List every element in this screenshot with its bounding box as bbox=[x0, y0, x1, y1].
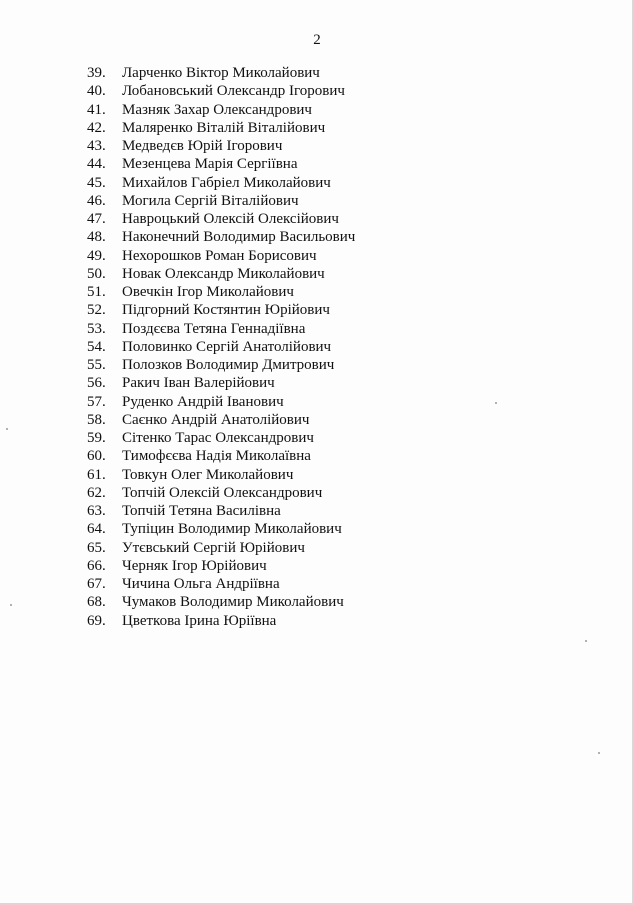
list-item bbox=[87, 393, 355, 411]
list-item bbox=[87, 265, 355, 283]
entry-number: 58. bbox=[87, 411, 106, 428]
entry-number: 40. bbox=[87, 83, 106, 100]
list-item bbox=[87, 356, 355, 374]
scan-speck bbox=[495, 402, 497, 404]
entry-name: Могила Сергій Віталійович bbox=[122, 192, 299, 209]
entry-number: 59. bbox=[87, 430, 106, 446]
list-item bbox=[87, 174, 355, 192]
entry-number: 55. bbox=[87, 357, 106, 373]
entry-name: Товкун Олег Миколайович bbox=[122, 466, 294, 483]
entry-number: 56. bbox=[87, 375, 106, 392]
list-item bbox=[87, 101, 355, 119]
entry-name: Топчій Тетяна Василівна bbox=[122, 503, 281, 519]
list-item bbox=[87, 612, 355, 630]
entry-name: Ларченко Віктор Миколайович bbox=[122, 65, 320, 81]
list-item bbox=[87, 520, 355, 538]
entry-name: Підгорний Костянтин Юрійович bbox=[122, 302, 330, 319]
entry-name: Михайлов Габріел Миколайович bbox=[122, 174, 331, 191]
list-item bbox=[87, 593, 355, 611]
list-item bbox=[87, 466, 355, 484]
list-item bbox=[87, 484, 355, 502]
entry-number: 49. bbox=[87, 247, 106, 264]
entry-number: 61. bbox=[87, 466, 106, 483]
entry-number: 42. bbox=[87, 119, 106, 136]
entry-name: Руденко Андрій Іванович bbox=[122, 393, 284, 410]
list-item bbox=[87, 137, 355, 155]
entry-name: Нехорошков Роман Борисович bbox=[122, 247, 317, 264]
entry-number: 65. bbox=[87, 539, 106, 556]
entry-number: 64. bbox=[87, 521, 106, 538]
entry-number: 47. bbox=[87, 211, 106, 227]
entry-number: 53. bbox=[87, 320, 106, 337]
entry-name: Навроцький Олексій Олексійович bbox=[122, 211, 339, 227]
list-item bbox=[87, 228, 355, 246]
entry-number: 39. bbox=[87, 65, 106, 81]
list-item bbox=[87, 320, 355, 338]
entry-name: Овечкін Ігор Миколайович bbox=[122, 284, 294, 300]
entry-number: 46. bbox=[87, 192, 106, 209]
list-item bbox=[87, 447, 355, 465]
list-item bbox=[87, 247, 355, 265]
list-item bbox=[87, 374, 355, 392]
entry-number: 41. bbox=[87, 101, 106, 118]
entry-number: 52. bbox=[87, 302, 106, 319]
list-item bbox=[87, 557, 355, 575]
entry-name: Лобановський Олександр Ігорович bbox=[122, 83, 345, 100]
name-list bbox=[87, 64, 355, 630]
list-item bbox=[87, 301, 355, 319]
page-number: 2 bbox=[313, 32, 321, 48]
list-item bbox=[87, 539, 355, 557]
list-item bbox=[87, 283, 355, 301]
scan-speck bbox=[585, 640, 587, 642]
entry-number: 62. bbox=[87, 484, 106, 501]
entry-name: Полозков Володимир Дмитрович bbox=[122, 357, 335, 373]
list-item bbox=[87, 119, 355, 137]
scan-speck bbox=[598, 752, 600, 754]
entry-number: 63. bbox=[87, 503, 106, 519]
entry-number: 48. bbox=[87, 229, 106, 246]
scan-speck bbox=[10, 604, 12, 606]
entry-number: 68. bbox=[87, 594, 106, 611]
entry-number: 69. bbox=[87, 612, 106, 629]
entry-number: 66. bbox=[87, 557, 106, 574]
entry-name: Маляренко Віталій Віталійович bbox=[122, 119, 326, 136]
entry-name: Тупіцин Володимир Миколайович bbox=[122, 521, 342, 538]
entry-name: Тимофєєва Надія Миколаївна bbox=[122, 448, 311, 465]
entry-name: Саєнко Андрій Анатолійович bbox=[122, 411, 310, 428]
list-item bbox=[87, 575, 355, 593]
entry-number: 43. bbox=[87, 138, 106, 154]
entry-name: Поздєєва Тетяна Геннадіївна bbox=[122, 320, 306, 337]
entry-number: 45. bbox=[87, 174, 106, 191]
entry-number: 67. bbox=[87, 576, 106, 592]
entry-number: 57. bbox=[87, 393, 106, 410]
entry-name: Половинко Сергій Анатолійович bbox=[122, 338, 332, 355]
entry-name: Мезенцева Марія Сергіївна bbox=[122, 156, 298, 173]
list-item bbox=[87, 64, 355, 82]
list-item bbox=[87, 338, 355, 356]
entry-number: 54. bbox=[87, 338, 106, 355]
list-item bbox=[87, 502, 355, 520]
entry-number: 60. bbox=[87, 448, 106, 465]
entry-name: Цветкова Ірина Юріївна bbox=[122, 612, 277, 629]
list-item bbox=[87, 192, 355, 210]
list-item bbox=[87, 155, 355, 173]
entry-number: 50. bbox=[87, 265, 106, 282]
entry-name: Медведєв Юрій Ігорович bbox=[122, 138, 283, 154]
list-item bbox=[87, 411, 355, 429]
entry-name: Новак Олександр Миколайович bbox=[122, 265, 325, 282]
list-item bbox=[87, 210, 355, 228]
entry-name: Наконечний Володимир Васильович bbox=[122, 229, 356, 246]
entry-name: Ракич Іван Валерійович bbox=[122, 375, 275, 392]
list-item bbox=[87, 429, 355, 447]
entry-name: Чумаков Володимир Миколайович bbox=[122, 594, 344, 611]
entry-name: Утєвський Сергій Юрійович bbox=[122, 539, 305, 556]
entry-name: Мазняк Захар Олександрович bbox=[122, 101, 312, 118]
list-item bbox=[87, 82, 355, 100]
entry-name: Топчій Олексій Олександрович bbox=[122, 484, 323, 501]
entry-name: Сітенко Тарас Олександрович bbox=[122, 430, 314, 446]
entry-name: Чичина Ольга Андріївна bbox=[122, 576, 280, 592]
entry-number: 51. bbox=[87, 284, 106, 300]
scan-speck bbox=[6, 428, 8, 430]
entry-name: Черняк Ігор Юрійович bbox=[122, 557, 267, 574]
entry-number: 44. bbox=[87, 156, 106, 173]
